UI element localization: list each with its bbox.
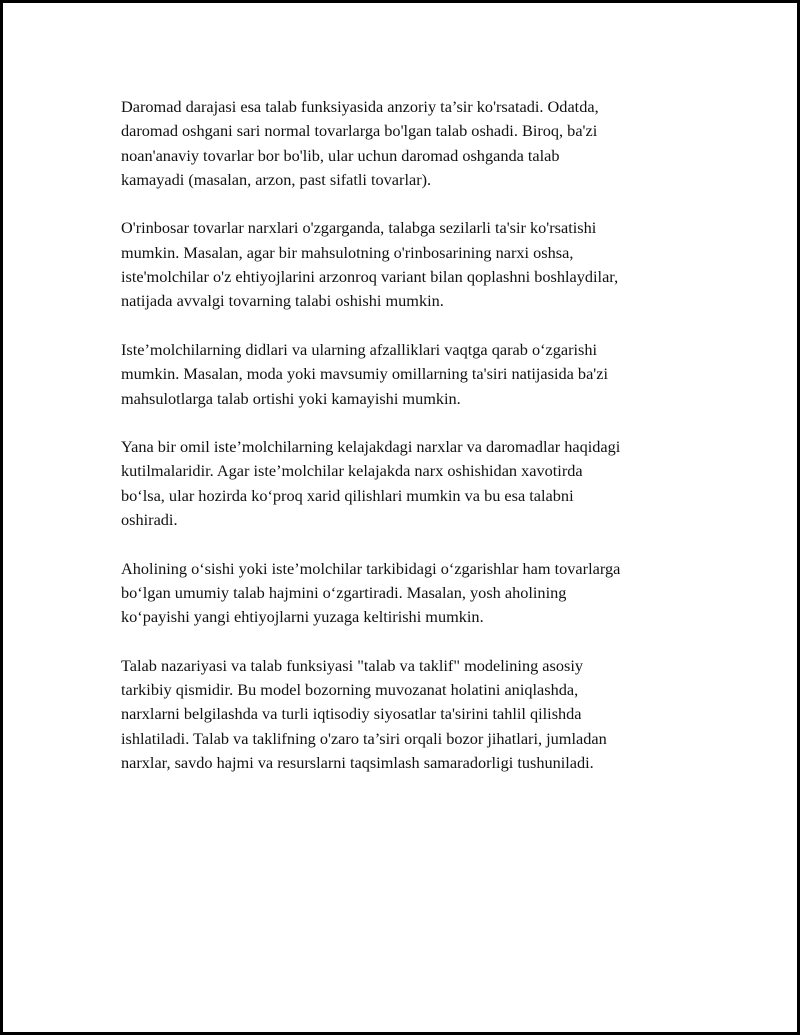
paragraph-consumer-tastes: Iste’molchilarning didlari va ularning afzalliklari vaqtga qarab o‘zgarishi mumkin. Masalan, moda yoki mavsumiy omillarning ta'siri natijasida ba'zi mahsulotlarga talab ortishi yoki kamayishi mumkin. (121, 339, 608, 408)
paragraph-income-effect: Daromad darajasi esa talab funksiyasida anzoriy ta’sir ko'rsatadi. Odatda, daromad oshgani sari normal tovarlarga bo'lgan talab oshadi. Biroq, ba'zi noan'anaviy tovarlar bor bo'lib, ular uchun daromad oshganda talab kamayadi (masalan, arzon, past sifatli tovarlar). (121, 97, 599, 189)
paragraph-supply-demand-model: Talab nazariyasi va talab funksiyasi "talab va taklif" modelining asosiy tarkibiy qismidir. Bu model bozorning muvozanat holatini aniqlashda, narxlarni belgilashda va turli iqtisodiy siyosatlar ta'sirini tahlil qilishda ishlatiladi. Talab va taklifning o'zaro ta’siri orqali bozor jihatlari, jumladan narxlar, savdo hajmi va resurslarni taqsimlash samaradorligi tushuniladi. (121, 655, 607, 773)
paragraph-substitute-goods: O'rinbosar tovarlar narxlari o'zgarganda, talabga sezilarli ta'sir ko'rsatishi mumkin. Masalan, agar bir mahsulotning o'rinbosarining narxi oshsa, iste'molchilar o'z ehtiyojlarini arzonroq variant bilan qoplashni boshlaydilar, natijada avvalgi tovarning talabi oshishi mumkin. (121, 218, 619, 311)
document-body (121, 95, 701, 800)
paragraph-population: Aholining o‘sishi yoki iste’molchilar tarkibidagi o‘zgarishlar ham tovarlarga bo‘lgan umumiy talab hajmini o‘zgartiradi. Masalan, yosh aholining ko‘payishi yangi ehtiyojlarni yuzaga keltirishi mumkin. (121, 558, 621, 627)
paragraph-expectations: Yana bir omil iste’molchilarning kelajakdagi narxlar va daromadlar haqidagi kutilmalaridir. Agar iste’molchilar kelajakda narx oshishidan xavotirda bo‘lsa, ular hozirda ko‘proq xarid qilishlari mumkin va bu esa talabni oshiradi. (121, 437, 621, 530)
